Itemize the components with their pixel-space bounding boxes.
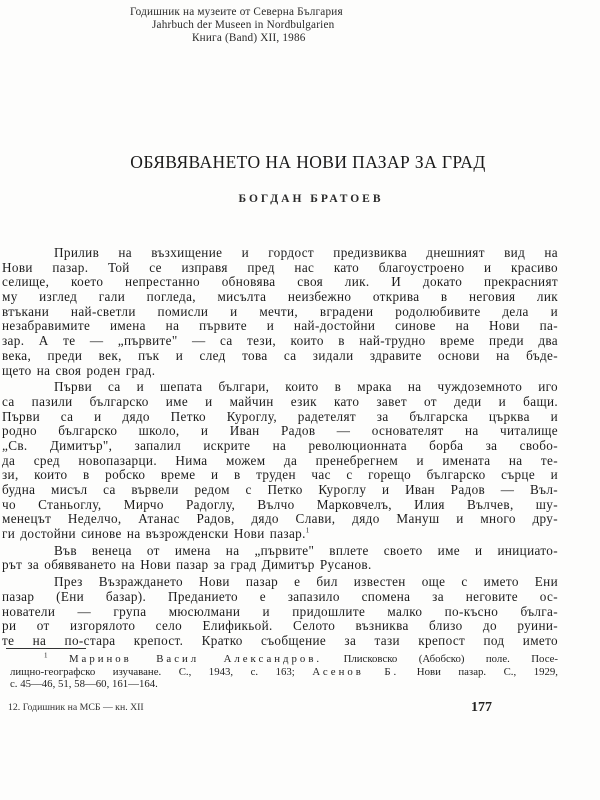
- body-line: му изглед гали погледа, мисълта неизбежно открива в неговия лик: [2, 289, 558, 305]
- footnote-line: [10, 666, 558, 679]
- body-line: родно българско школо, и Иван Радов — основателят на читалище: [2, 423, 558, 439]
- body-line: чо Станьоглу, Мирчо Радоглу, Вълчо Марковчелъ, Илия Вълчев, шу-: [2, 496, 558, 512]
- running-head: [120, 6, 380, 45]
- body-line: века, преди век, пък и след това са зидали здравите основи на бъде-: [2, 347, 558, 363]
- body-line: През Възраждането Нови пазар е бил известен още с името Ени: [54, 574, 558, 590]
- body-line-text: ги достойни синове на възрожденски Нови пазар.: [2, 526, 306, 542]
- footnote-text: Нови пазар. С., 1929,: [416, 665, 558, 678]
- body-line: ри от изгорялото село Елификьой. Селото възниква близо до руини-: [2, 618, 558, 634]
- footnote-text: Плисковско (Абобско) поле. Посе-: [343, 653, 559, 665]
- article-title: ОБЯВЯВАНЕТО НА НОВИ ПАЗАР ЗА ГРАД: [130, 152, 486, 172]
- signature-mark: 12. Годишник на МСБ — кн. XII: [8, 702, 144, 713]
- body-line: менецът Неделчо, Атанас Радов, дядо Слави, дядо Мануш и много дру-: [2, 511, 558, 527]
- page-number: 177: [471, 700, 492, 715]
- footnotes: [10, 653, 558, 691]
- footnote-reference[interactable]: 1: [305, 526, 310, 535]
- footnote-author: Маринов Васил Александров.: [68, 653, 323, 665]
- footnote-text: лищно-географско изучаване. С., 1943, с. 163;: [10, 665, 295, 678]
- body-line: Първи са и дядо Петко Куроглу, радетелят за българска църква и: [2, 408, 558, 424]
- article-author: БОГДАН БРАТОЕВ: [238, 193, 384, 205]
- body-line-with-footnote: [2, 527, 558, 542]
- body-line: Прилив на възхищение и гордост предизвиква днешният вид на: [54, 245, 558, 260]
- footnote-marker: 1: [44, 651, 48, 660]
- footnote-author: Асенов Б.: [312, 665, 400, 678]
- body-line: незабравимите имена на първите и най-достойни синове на Нови па-: [2, 318, 558, 334]
- running-head-line-1: Годишник на музеите от Северна България: [130, 6, 343, 18]
- body-line: Във венеца от имена на „първите" вплете своето име и инициато-: [54, 542, 558, 558]
- page-footer: [8, 700, 556, 716]
- article-body: [2, 246, 558, 649]
- footnote-divider: [6, 648, 86, 649]
- footnote-line: [10, 653, 558, 666]
- body-line: пазар (Ени базар). Преданието е запазило спомена за неговите ос-: [2, 588, 558, 604]
- body-line: щето на своя роден град.: [2, 362, 156, 378]
- body-line: втъкани най-светли помисли и мечти, вградени родолюбивите дела и: [2, 303, 558, 319]
- running-head-line-2: Jahrbuch der Museen in Nordbulgarien: [152, 19, 335, 31]
- running-head-line-3: Книга (Band) XII, 1986: [192, 32, 306, 44]
- body-line: нователи — група мюсюлмани и придошлите малко по-късно бълга-: [2, 603, 558, 619]
- body-line: зар. А те — „първите" — са тези, които в най-трудно време преди два: [2, 333, 558, 349]
- body-line: са пазили българско име и майчин език като завет от деди и бащи.: [2, 393, 558, 409]
- body-line: Първи са и шепата българи, които в мрака на чуждоземното иго: [54, 379, 558, 395]
- body-line: те на по-стара крепост. Кратко съобщение за тази крепост под името: [2, 632, 558, 648]
- body-line: зи, които в робско време и в труден час с горещо българско сърце и: [2, 467, 558, 483]
- footnote-line: с. 45—46, 51, 58—60, 161—164.: [10, 678, 158, 691]
- body-line: Нови пазар. Той се изправя пред нас като благоустроено и красиво: [2, 259, 558, 275]
- body-line: рът за обявяването на Нови пазар за град Димитър Русанов.: [2, 557, 372, 573]
- body-line: да сред новопазарци. Нима можем да пренебрегнем и имената на те-: [2, 452, 558, 468]
- body-line: „Св. Димитър", запалил искрите на революционната борба за свобо-: [2, 437, 558, 453]
- body-line: будна мисъл са вървели редом с Петко Куроглу и Иван Радов — Въл-: [2, 482, 558, 497]
- body-line: селище, което непрестанно обновява своя лик. И докато прекрасният: [2, 274, 558, 290]
